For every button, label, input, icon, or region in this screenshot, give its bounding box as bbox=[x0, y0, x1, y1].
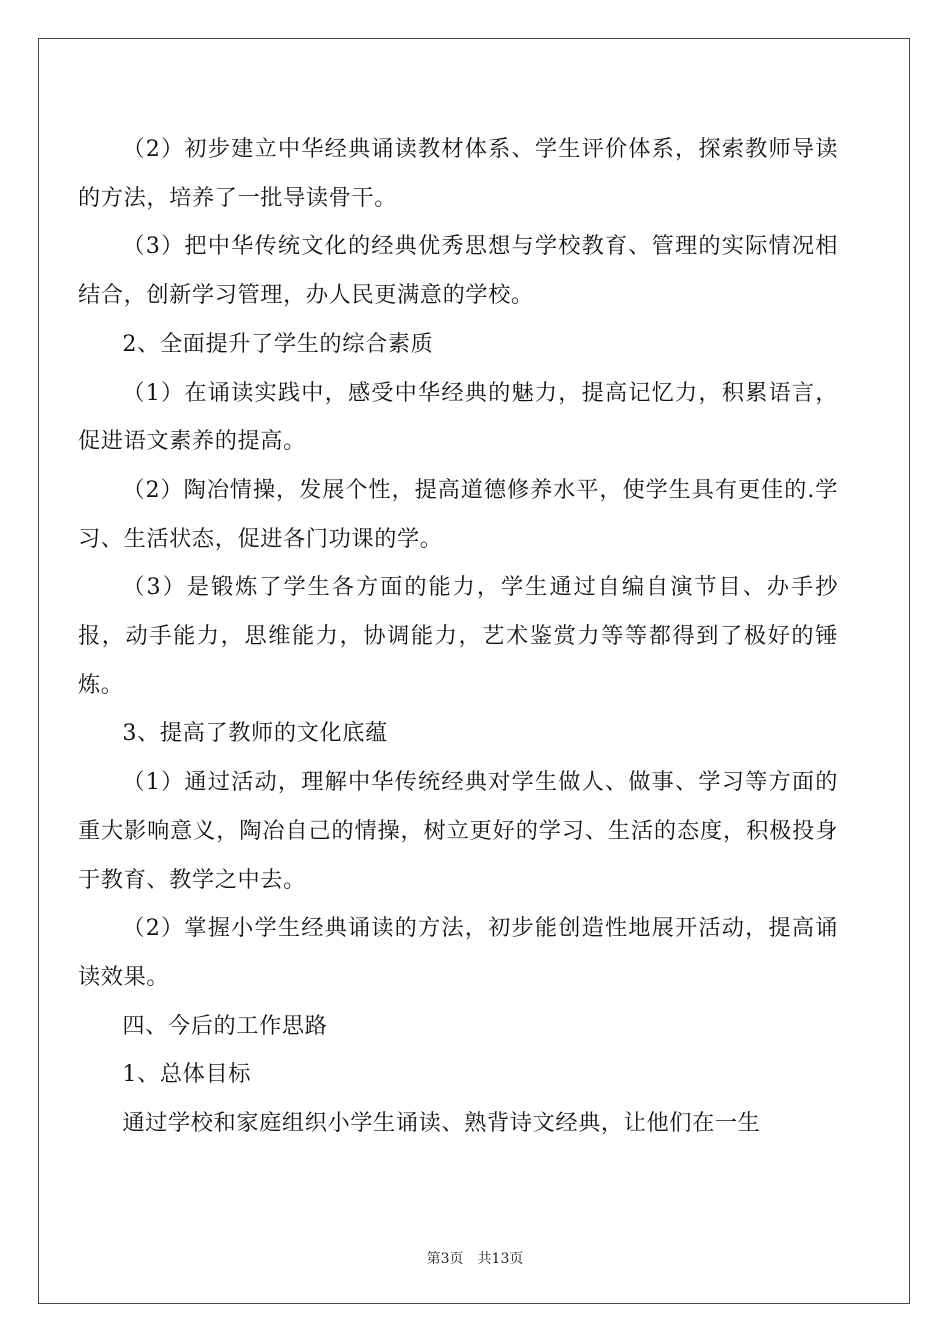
subsection-heading: 1、总体目标 bbox=[122, 1061, 252, 1088]
paragraph: （3）是锻炼了学生各方面的能力，学生通过自编自演节目、办手抄报，动手能力，思维能力，协调能力，艺术鉴赏力等等都得到了极好的锤炼。 bbox=[78, 574, 838, 698]
section-heading: 四、今后的工作思路 bbox=[122, 1012, 328, 1039]
paragraph: 通过学校和家庭组织小学生诵读、熟背诗文经典，让他们在一生 bbox=[122, 1110, 761, 1137]
section-heading: 3、提高了教师的文化底蕴 bbox=[122, 720, 388, 747]
document-body bbox=[78, 125, 838, 1148]
paragraph: （3）把中华传统文化的经典优秀思想与学校教育、管理的实际情况相结合，创新学习管理，办人民更满意的学校。 bbox=[78, 233, 838, 309]
page-number: 第3页 共13页 bbox=[426, 1251, 524, 1267]
paragraph: （2）初步建立中华经典诵读教材体系、学生评价体系，探索教师导读的方法，培养了一批导读骨干。 bbox=[78, 136, 838, 211]
paragraph: （2）掌握小学生经典诵读的方法，初步能创造性地展开活动，提高诵读效果。 bbox=[78, 915, 838, 990]
paragraph: （1）通过活动，理解中华传统经典对学生做人、做事、学习等方面的重大影响意义，陶冶自己的情操，树立更好的学习、生活的态度，积极投身于教育、教学之中去。 bbox=[78, 769, 838, 893]
paragraph: （2）陶冶情操，发展个性，提高道德修养水平，使学生具有更佳的.学习、生活状态，促进各门功课的学。 bbox=[78, 476, 838, 552]
section-heading: 2、全面提升了学生的综合素质 bbox=[122, 330, 434, 357]
paragraph: （1）在诵读实践中，感受中华经典的魅力，提高记忆力，积累语言，促进语文素养的提高。 bbox=[78, 379, 838, 455]
